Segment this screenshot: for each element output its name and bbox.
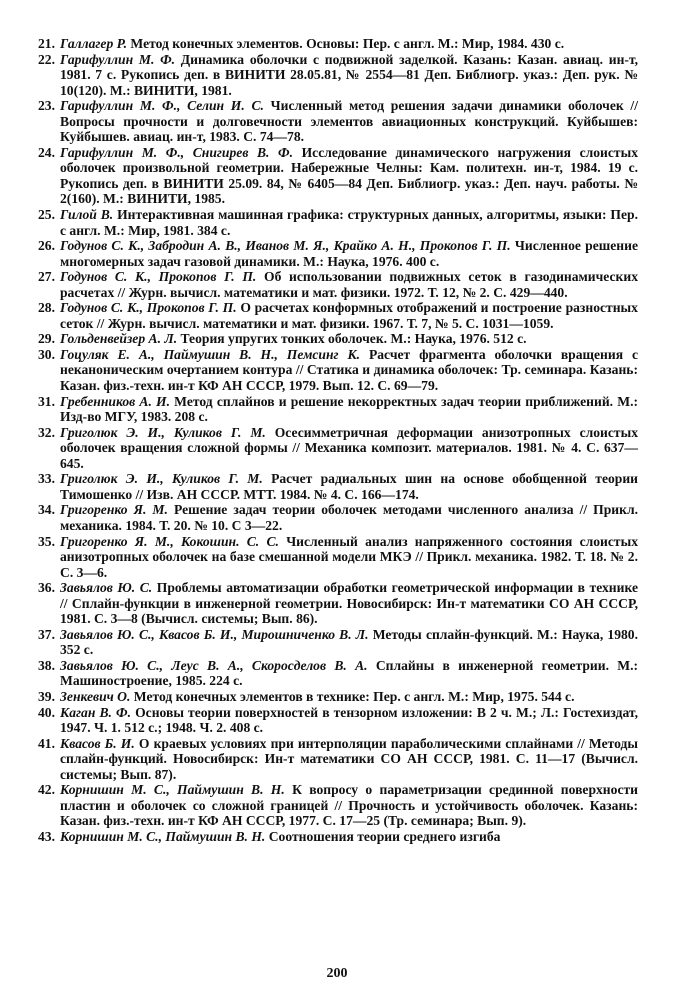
reference-body	[60, 502, 638, 533]
reference-text: Осесимметричная деформации анизотропных слоистых оболочек вращения сложной формы // Механика композит. материалов. 1981. № 4. С. 637—645.	[60, 424, 638, 471]
reference-authors: Григоренко Я. М.	[60, 502, 168, 518]
reference-number: 41.	[38, 735, 55, 751]
reference-text: Метод конечных элементов. Основы: Пер. с англ. М.: Мир, 1984. 430 с.	[127, 36, 565, 51]
reference-number: 25.	[38, 207, 55, 223]
reference-number: 29.	[38, 331, 55, 347]
reference-authors: Завьялов Ю. С., Леус В. А., Скоросделов В. А.	[60, 657, 368, 673]
reference-body	[60, 36, 638, 52]
reference-text: Соотношения теории среднего изгиба	[265, 828, 501, 844]
reference-text: Об использовании подвижных сеток в газодинамических расчетах // Журн. вычисл. математики и мат. физики. 1972. Т. 12, № 2. С. 429—440.	[60, 269, 638, 300]
reference-body	[60, 782, 638, 829]
reference-item	[28, 705, 638, 736]
reference-item	[28, 300, 638, 331]
reference-number: 24.	[38, 144, 55, 160]
reference-text: О расчетах конформных отображений и построение разностных сеток // Журн. вычисл. математики и мат. физики. 1967. Т. 7, № 5. С. 1031—1059.	[60, 300, 638, 331]
reference-number: 21.	[38, 36, 55, 51]
reference-authors: Гольденвейзер А. Л.	[60, 331, 178, 347]
reference-body	[60, 829, 638, 845]
reference-authors: Гарифуллин М. Ф.	[60, 51, 176, 67]
reference-item	[28, 658, 638, 689]
reference-authors: Григоренко Я. М., Кокошин. С. С.	[60, 533, 279, 549]
reference-number: 38.	[38, 657, 55, 673]
reference-item	[28, 782, 638, 829]
reference-item	[28, 534, 638, 581]
reference-body	[60, 736, 638, 783]
reference-body	[60, 394, 638, 425]
reference-number: 37.	[38, 626, 55, 642]
reference-number: 22.	[38, 51, 55, 67]
reference-text: Решение задач теории оболочек методами численного анализа // Прикл. механика. 1984. Т. 20. № 10. С 3—22.	[60, 502, 638, 533]
reference-text: Численный метод решения задачи динамики оболочек // Вопросы прочности и долговечности элементов авиационных конструкций. Куйбышев: Куйбышев. авиац. ин-т, 1983. С. 74—78.	[60, 98, 638, 145]
reference-body	[60, 689, 638, 705]
reference-number: 23.	[38, 98, 55, 114]
reference-text: Теория упругих тонких оболочек. М.: Наука, 1976. 512 с.	[177, 331, 527, 347]
reference-number: 33.	[38, 471, 55, 487]
reference-body	[60, 52, 638, 99]
reference-list	[28, 36, 638, 844]
reference-body	[60, 705, 638, 736]
reference-item	[28, 347, 638, 394]
reference-item	[28, 580, 638, 627]
reference-item	[28, 269, 638, 300]
reference-number: 32.	[38, 424, 55, 440]
reference-authors: Годунов С. К., Забродин А. В., Иванов М. Я., Крайко А. Н., Прокопов Г. П.	[60, 238, 511, 254]
reference-authors: Гоцуляк Е. А., Паймушин В. Н., Пемсинг К.	[60, 346, 361, 362]
reference-authors: Завьялов Ю. С., Квасов Б. И., Мирошниченко В. Л.	[60, 626, 369, 642]
reference-body	[60, 627, 638, 658]
reference-text: Методы сплайн-функций. М.: Наука, 1980. 352 с.	[60, 626, 638, 658]
reference-body	[60, 331, 638, 347]
reference-text: Исследование динамического нагружения слоистых оболочек произвольной геометрии. Набережные Челны: Кам. политехн. ин-т, 1984. 19 с. Рукопись деп. в ВИНИТИ 25.09. 84, № 6405—84 Деп. Библиогр. указ.: Деп. науч. работы. № 2(160). М.: ВИНИТИ, 1985.	[60, 144, 638, 207]
reference-number: 27.	[38, 269, 55, 285]
reference-number: 39.	[38, 688, 55, 704]
reference-item	[28, 425, 638, 472]
reference-text: Интерактивная машинная графика: структурных данных, алгоритмы, языки: Пер. с англ. М.: Мир, 1981. 384 с.	[60, 207, 638, 238]
reference-body	[60, 658, 638, 689]
reference-text: Проблемы автоматизации обработки геометрической информации в технике // Сплайн-функции в инженерной геометрии. Новосибирск: Ин-т математики СО АН СССР, 1981. С. 3—8 (Вычисл. системы; Вып. 86).	[60, 580, 638, 627]
reference-authors: Годунов С. К., Прокопов Г. П.	[60, 300, 237, 316]
reference-body	[60, 300, 638, 331]
page-number: 200	[326, 966, 348, 981]
reference-authors: Гарифуллин М. Ф., Снигирев В. Ф.	[60, 144, 293, 160]
reference-item	[28, 36, 638, 52]
reference-number: 40.	[38, 704, 55, 720]
reference-authors: Галлагер Р.	[60, 36, 128, 51]
reference-item	[28, 627, 638, 658]
reference-number: 26.	[38, 238, 55, 254]
reference-body	[60, 471, 638, 502]
reference-authors: Зенкевич О.	[60, 688, 131, 704]
reference-number: 35.	[38, 533, 55, 549]
reference-text: Основы теории поверхностей в тензорном изложении: В 2 ч. М.; Л.: Гостехиздат, 1947. Ч. 1. 512 с.; 1948. Ч. 2. 408 с.	[60, 704, 638, 736]
reference-body	[60, 238, 638, 269]
reference-text: Расчет фрагмента оболочки вращения с неканоническим очертанием контура // Статика и динамика оболочек: Тр. семинара. Казань: Казан. физ.-техн. ин-т КФ АН СССР, 1979. Вып. 12. С. 69—79.	[60, 346, 638, 394]
reference-item	[28, 689, 638, 705]
reference-authors: Завьялов Ю. С.	[60, 580, 153, 596]
reference-authors: Каган В. Ф.	[60, 704, 131, 720]
reference-text: Расчет радиальных шин на основе обобщенной теории Тимошенко // Изв. АН СССР. МТТ. 1984. № 4. С. 166—174.	[60, 471, 638, 502]
reference-body	[60, 207, 638, 238]
reference-text: К вопросу о параметризации срединной поверхности пластин и оболочек со сложной границей // Прочность и устойчивость оболочек. Казань: Казан. физ.-техн. ин-т КФ АН СССР, 1977. С. 17—25 (Тр. семинара; Вып. 9).	[60, 782, 638, 829]
reference-authors: Гарифуллин М. Ф., Селин И. С.	[60, 98, 264, 114]
reference-text: Численный анализ напряженного состояния слоистых анизотропных оболочек на базе смешанной модели МКЭ // Прикл. механика. 1982. Т. 18. № 2. С. 3—6.	[60, 533, 638, 580]
reference-text: О краевых условиях при интерполяции параболическими сплайнами // Методы сплайн-функций. Новосибирск: Ин-т математики СО АН СССР, 1981. С. 11—17 (Вычисл. системы; Вып. 87).	[60, 735, 638, 782]
reference-item	[28, 52, 638, 99]
reference-text: Метод конечных элементов в технике: Пер. с англ. М.: Мир, 1975. 544 с.	[130, 688, 575, 704]
reference-authors: Корнишин М. С., Паймушин В. Н.	[60, 828, 266, 844]
reference-number: 34.	[38, 502, 55, 518]
reference-number: 28.	[38, 300, 55, 316]
reference-body	[60, 425, 638, 472]
reference-number: 42.	[38, 782, 55, 798]
reference-number: 43.	[38, 828, 55, 844]
reference-authors: Корнишин М. С., Паймушин В. Н.	[60, 782, 285, 798]
reference-item	[28, 98, 638, 145]
reference-authors: Квасов Б. И.	[60, 735, 135, 751]
reference-body	[60, 145, 638, 207]
reference-text: Метод сплайнов и решение некорректных задач теории приближений. М.: Изд-во МГУ, 1983. 208 с.	[60, 393, 638, 425]
reference-item	[28, 502, 638, 533]
reference-item	[28, 331, 638, 347]
reference-body	[60, 269, 638, 300]
reference-body	[60, 98, 638, 145]
reference-item	[28, 471, 638, 502]
reference-authors: Гребенников А. И.	[60, 393, 170, 409]
reference-authors: Годунов С. К., Прокопов Г. П.	[60, 269, 257, 285]
reference-number: 36.	[38, 580, 55, 596]
reference-authors: Гилой В.	[60, 207, 114, 223]
reference-item	[28, 145, 638, 207]
reference-authors: Григолюк Э. И., Куликов Г. М.	[60, 471, 263, 487]
reference-item	[28, 207, 638, 238]
reference-number: 30.	[38, 346, 55, 362]
reference-body	[60, 534, 638, 581]
reference-body	[60, 347, 638, 394]
reference-text: Численное решение многомерных задач газовой динамики. М.: Наука, 1976. 400 с.	[60, 238, 638, 269]
reference-authors: Григолюк Э. И., Куликов Г. М.	[60, 424, 266, 440]
reference-item	[28, 736, 638, 783]
reference-item	[28, 829, 638, 845]
reference-item	[28, 238, 638, 269]
reference-text: Динамика оболочки с подвижной заделкой. Казань: Казан. авиац. ин-т, 1981. 7 с. Рукопись деп. в ВИНИТИ 28.05.81, № 2554—81 Деп. Библиогр. указ.: Деп. рук. № 10(120). М.: ВИНИТИ, 1981.	[60, 51, 638, 98]
reference-body	[60, 580, 638, 627]
reference-item	[28, 394, 638, 425]
reference-number: 31.	[38, 393, 55, 409]
reference-text: Сплайны в инженерной геометрии. М.: Машиностроение, 1985. 224 с.	[60, 657, 639, 689]
